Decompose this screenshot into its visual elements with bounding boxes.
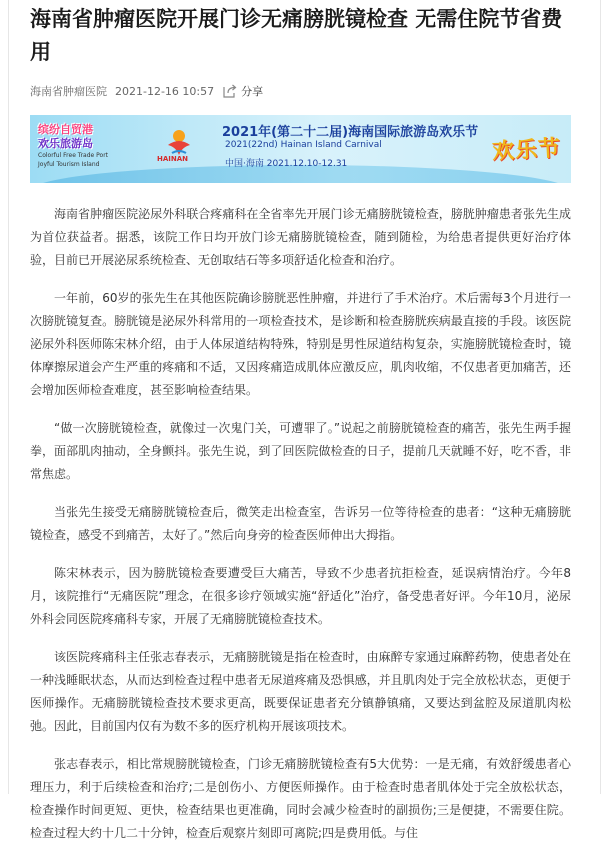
article-paragraph: 该医院疼痛科主任张志春表示，无痛膀胱镜是指在检查时，由麻醉专家通过麻醉药物，使患者处在一种浅睡眠状态，从而达到检查过程中患者无尿道疼痛及恐惧感，并且肌肉处于完全放松状态，更便于医师操作。无痛膀胱镜检查技术要求更高，既要保证患者充分镇静镇痛，又要达到盆腔及尿道肌肉松弛。因此，目前国内仅有为数不多的医疗机构开展该项技术。 <box>30 650 571 733</box>
share-label: 分享 <box>241 85 264 98</box>
left-border <box>8 0 9 794</box>
article-body <box>30 203 571 845</box>
banner-slogan-line1: 缤纷自贸港 <box>38 123 93 136</box>
share-button[interactable] <box>222 83 263 99</box>
article-meta <box>30 81 578 101</box>
banner-slogan-line2: 欢乐旅游岛 <box>38 137 93 150</box>
banner-right-slogan: 欢乐节 <box>491 136 562 165</box>
carnival-banner[interactable] <box>30 115 571 183</box>
article-paragraph: 一年前，60岁的张先生在其他医院确诊膀胱恶性肿瘤，并进行了手术治疗。术后需每3个月进行一次膀胱镜复查。膀胱镜是泌尿外科常用的一项检查技术，是诊断和检查膀胱疾病最直接的手段。该医院泌尿外科医师陈宋林介绍，由于人体尿道结构特殊，特别是男性尿道结构复杂，实施膀胱镜检查时，镜体摩擦尿道会产生严重的疼痛和不适，又因疼痛造成肌体应激反应，肌肉收缩，不仅患者更加痛苦，还会增加医师检查难度，甚至影响检查结果。 <box>30 291 571 397</box>
article-paragraph: 张志春表示，相比常规膀胱镜检查，门诊无痛膀胱镜检查有5大优势：一是无痛，有效舒缓患者心理压力，利于后续检查和治疗;二是创伤小、方便医师操作。由于检查时患者肌体处于完全放松状态，检查操作时间更短、更快，检查结果也更准确，同时会减少检查时的副损伤;三是便捷，不需要住院。检查过程大约十几二十分钟，检查后观察片刻即可离院;四是费用低。与住 <box>30 757 571 840</box>
banner-slogan-line3: Colorful Free Trade Port Joyful Tourism Island <box>38 152 109 168</box>
banner-title: 2021年(第二十二届)海南国际旅游岛欢乐节 <box>222 125 479 140</box>
article <box>30 0 578 860</box>
banner-location-date: 中国·海南 2021.12.10-12.31 <box>225 159 348 169</box>
article-source: 海南省肿瘤医院 <box>30 85 107 98</box>
article-paragraph: “做一次膀胱镜检查，就像过一次鬼门关，可遭罪了。”说起之前膀胱镜检查的痛苦，张先生两手握拳，面部肌肉抽动，全身颤抖。张先生说，到了回医院做检查的日子，提前几天就睡不好，吃不香，非常焦虑。 <box>30 421 571 481</box>
article-paragraph: 陈宋林表示，因为膀胱镜检查要遭受巨大痛苦，导致不少患者抗拒检查，延误病情治疗。今年8月，该院推行“无痛医院”理念，在很多诊疗领域实施“舒适化”治疗，备受患者好评。今年10月，泌尿外科会同医院疼痛科专家，开展了无痛膀胱镜检查技术。 <box>30 566 571 626</box>
banner-subtitle: 2021(22nd) Hainan Island Carnival <box>225 140 382 150</box>
article-paragraph: 当张先生接受无痛膀胱镜检查后，微笑走出检查室，告诉另一位等待检查的患者：“这种无痛膀胱镜检查，感受不到痛苦，太好了。”然后向身旁的检查医师伸出大拇指。 <box>30 505 571 542</box>
article-time: 2021-12-16 10:57 <box>115 84 215 98</box>
share-icon <box>222 84 237 98</box>
article-paragraph: 海南省肿瘤医院泌尿外科联合疼痛科在全省率先开展门诊无痛膀胱镜检查，膀胱肿瘤患者张先生成为首位获益者。据悉，该院工作日均开放门诊无痛膀胱镜检查，随到随检，为给患者提供更好治疗体验，目前已开展泌尿系统检查、无创取结石等多项舒适化检查和治疗。 <box>30 207 571 267</box>
article-title: 海南省肿瘤医院开展门诊无痛膀胱镜检查 无需住院节省费用 <box>30 7 563 64</box>
banner-left-slogan <box>38 123 118 169</box>
right-border <box>600 0 601 794</box>
banner-logo-text: HAINAN <box>157 155 189 163</box>
